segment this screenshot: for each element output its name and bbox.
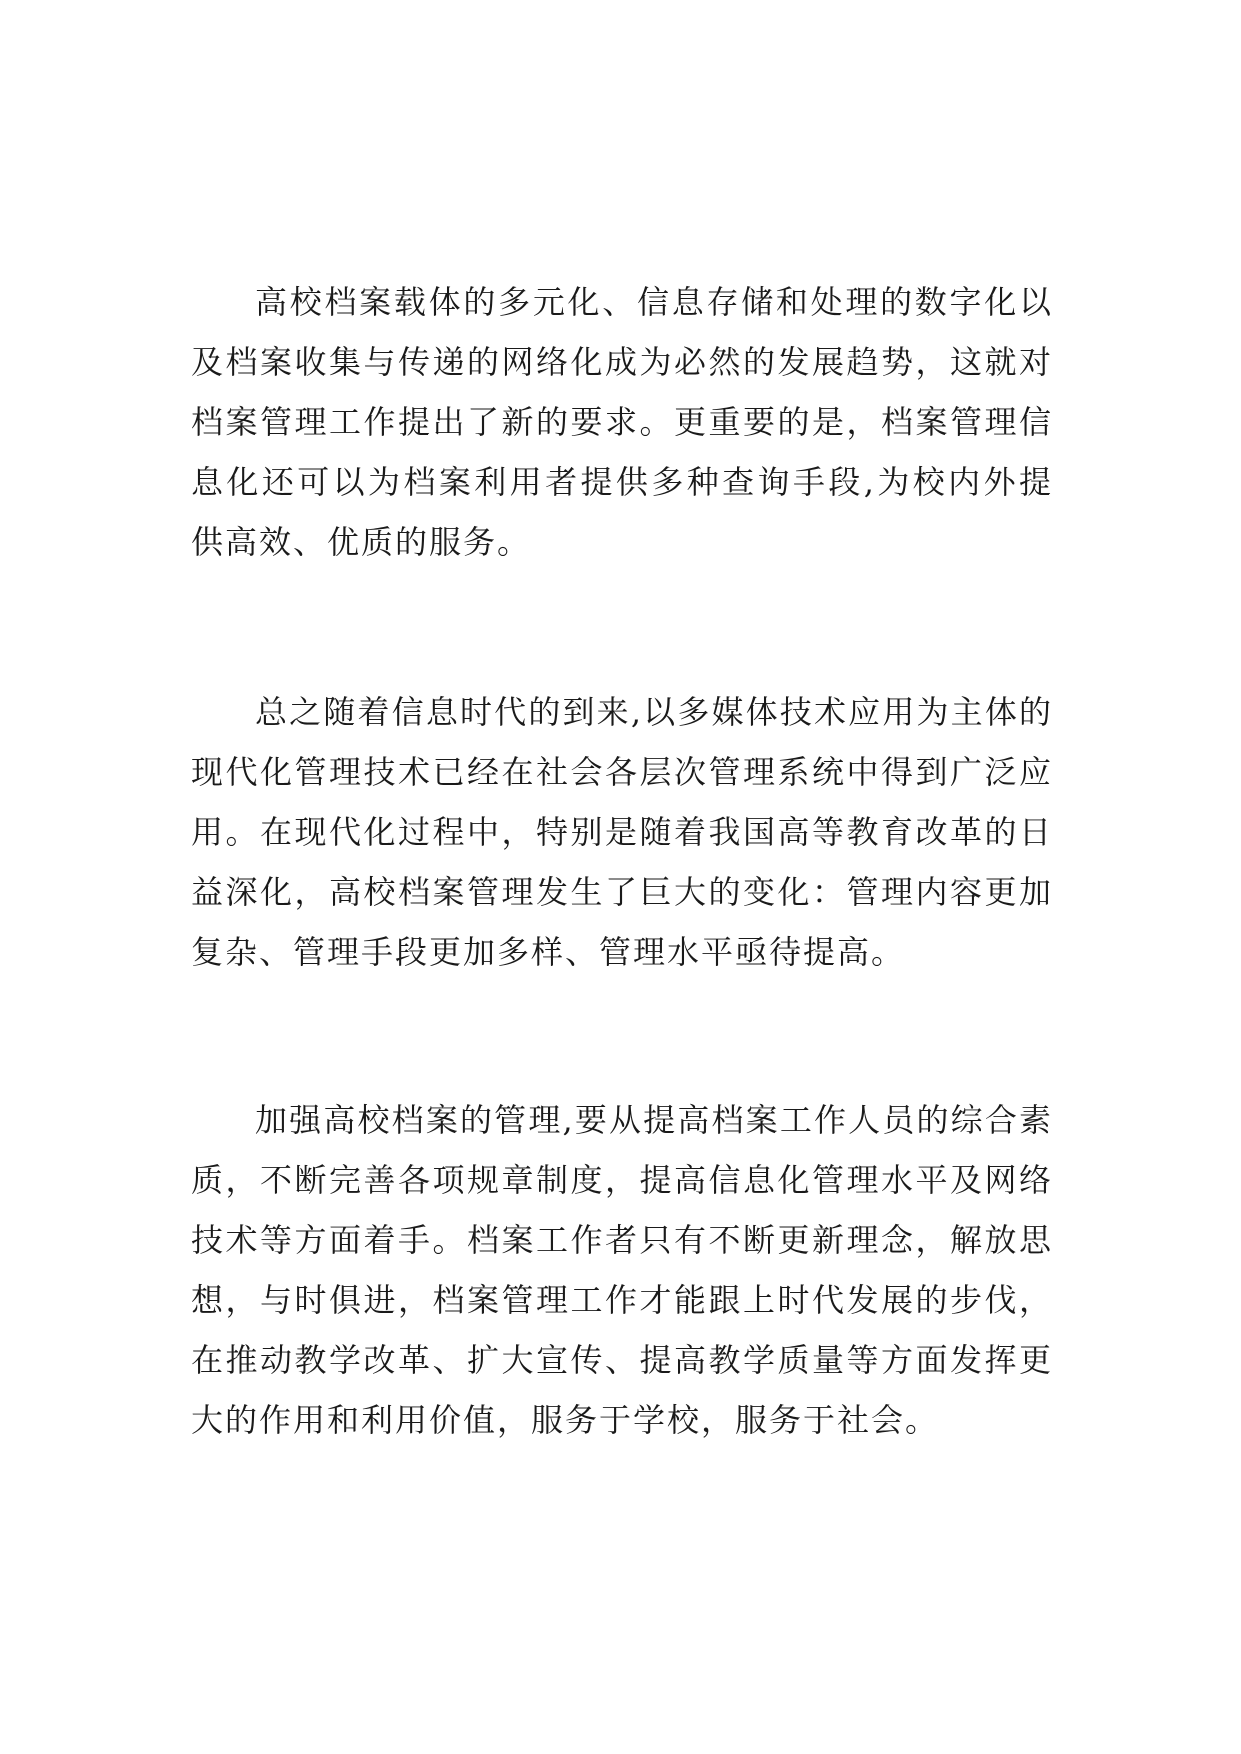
paragraph-1: 高校档案载体的多元化、信息存储和处理的数字化以及档案收集与传递的网络化成为必然的发展趋势，这就对档案管理工作提出了新的要求。更重要的是，档案管理信息化还可以为档案利用者提供多种查询手段,为校内外提供高效、优质的服务。 xyxy=(191,283,1053,561)
paragraph-2: 总之随着信息时代的到来,以多媒体技术应用为主体的现代化管理技术已经在社会各层次管理系统中得到广泛应用。在现代化过程中，特别是随着我国高等教育改革的日益深化，高校档案管理发生了巨大的变化：管理内容更加复杂、管理手段更加多样、管理水平亟待提高。 xyxy=(191,693,1053,971)
paragraph-3: 加强高校档案的管理,要从提高档案工作人员的综合素质，不断完善各项规章制度，提高信息化管理水平及网络技术等方面着手。档案工作者只有不断更新理念，解放思想，与时俱进，档案管理工作才能跟上时代发展的步伐，在推动教学改革、扩大宣传、提高教学质量等方面发挥更大的作用和利用价值，服务于学校，服务于社会。 xyxy=(191,1101,1053,1439)
